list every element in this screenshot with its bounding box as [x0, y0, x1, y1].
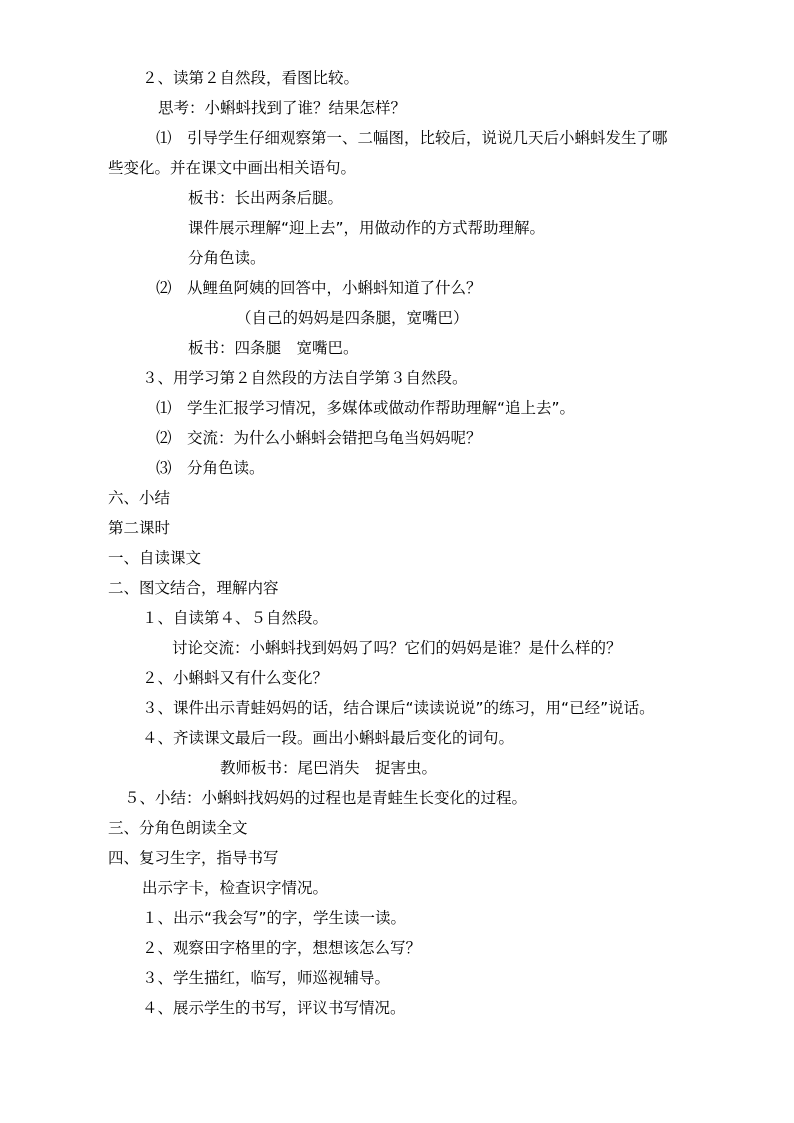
text-line: ⑴ 学生汇报学习情况，多媒体或做动作帮助理解“追上去”。 — [156, 399, 576, 417]
text-line: ⑶ 分角色读。 — [156, 459, 265, 477]
text-line: ２、观察田字格里的字，想想该怎么写？ — [142, 939, 422, 957]
text-line: ４、齐读课文最后一段。画出小蝌蚪最后变化的词句。 — [142, 729, 515, 747]
section-heading: 第二课时 — [108, 519, 171, 537]
text-line: 课件展示理解“迎上去”，用做动作的方式帮助理解。 — [188, 219, 546, 237]
text-line: ⑵ 交流：为什么小蝌蚪会错把乌龟当妈妈呢？ — [156, 429, 482, 447]
text-line: ３、学生描红，临写，师巡视辅导。 — [142, 969, 391, 987]
text-line: １、自读第４、５自然段。 — [142, 609, 329, 627]
text-line: 分角色读。 — [188, 249, 266, 267]
text-line: 板书：四条腿 宽嘴巴。 — [188, 339, 359, 357]
section-heading: 四、复习生字，指导书写 — [108, 849, 279, 867]
text-line: ３、课件出示青蛙妈妈的话，结合课后“读读说说”的练习，用“已经”说话。 — [142, 699, 655, 717]
section-heading: 一、自读课文 — [108, 549, 202, 567]
section-heading: 二、图文结合，理解内容 — [108, 579, 279, 597]
text-line: 思考：小蝌蚪找到了谁？结果怎样？ — [158, 99, 407, 117]
text-line: 出示字卡，检查识字情况。 — [142, 879, 329, 897]
text-line: 教师板书：尾巴消失 捉害虫。 — [220, 759, 438, 777]
text-line: ２、小蝌蚪又有什么变化？ — [142, 669, 329, 687]
text-line: ２、读第２自然段，看图比较。 — [142, 69, 360, 87]
text-line: ４、展示学生的书写，评议书写情况。 — [142, 999, 406, 1017]
text-line: ５、小结：小蝌蚪找妈妈的过程也是青蛙生长变化的过程。 — [124, 789, 528, 807]
text-line: ⑵ 从鲤鱼阿姨的回答中，小蝌蚪知道了什么？ — [156, 279, 482, 297]
section-heading: 六、小结 — [108, 489, 171, 507]
text-line: （自己的妈妈是四条腿，宽嘴巴） — [236, 309, 469, 327]
section-heading: 三、分角色朗读全文 — [108, 819, 248, 837]
text-line: １、出示“我会写”的字，学生读一读。 — [142, 909, 407, 927]
text-line: ３、用学习第２自然段的方法自学第３自然段。 — [142, 369, 468, 387]
text-line: 些变化。并在课文中画出相关语句。 — [108, 159, 357, 177]
text-line: ⑴ 引导学生仔细观察第一、二幅图，比较后，说说几天后小蝌蚪发生了哪 — [156, 129, 668, 147]
text-line: 板书：长出两条后腿。 — [188, 189, 344, 207]
text-line: 讨论交流：小蝌蚪找到妈妈了吗？它们的妈妈是谁？是什么样的？ — [172, 639, 622, 657]
